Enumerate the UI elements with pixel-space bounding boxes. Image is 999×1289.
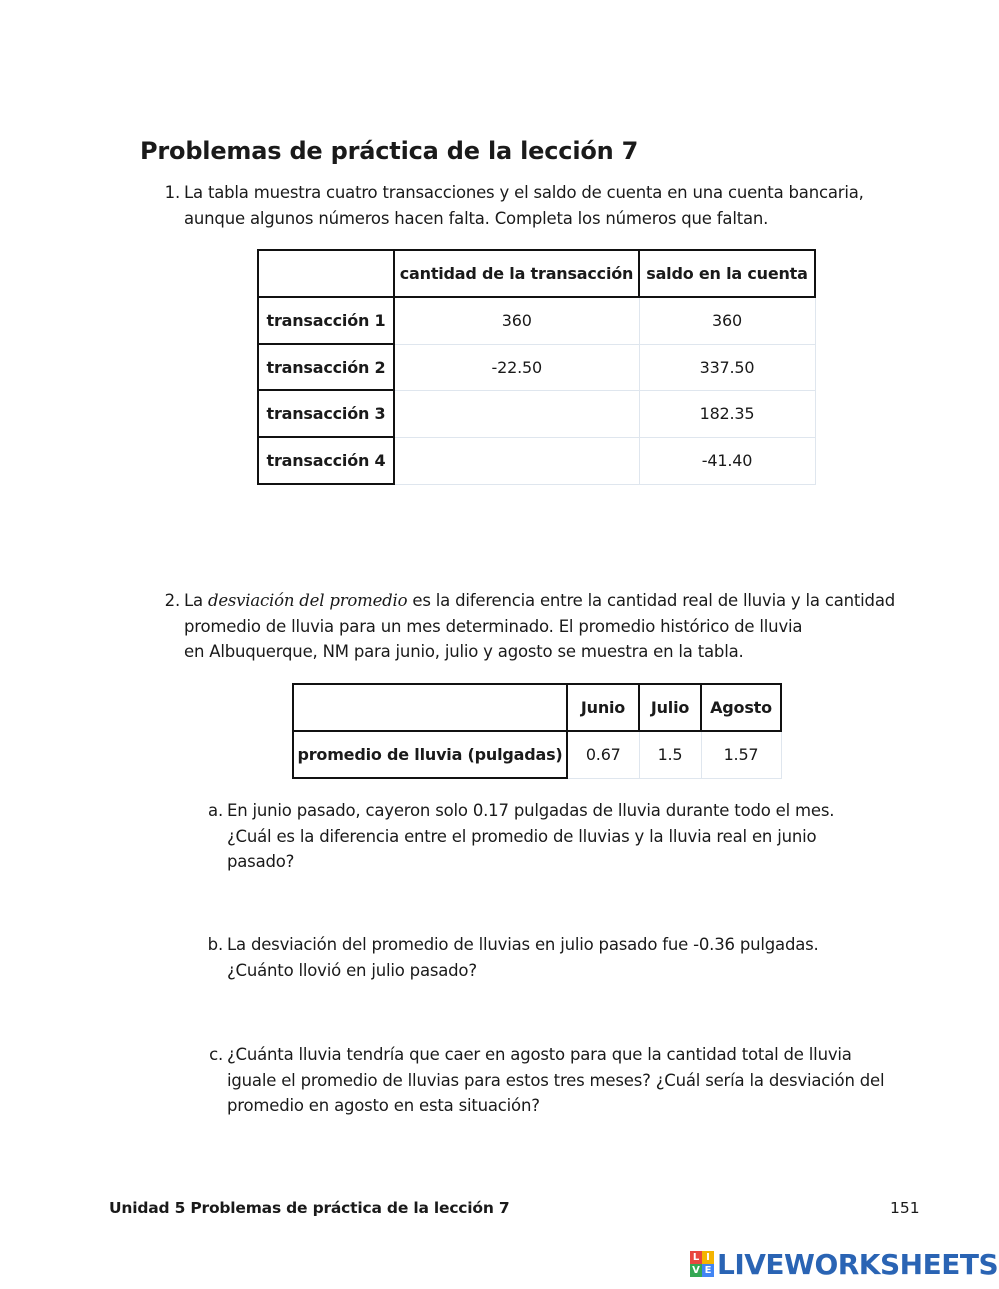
table-row [258, 344, 815, 390]
row-label: transacción 4 [258, 437, 394, 484]
part-letter: a. [208, 801, 223, 820]
logo-mark-letter: I [702, 1251, 714, 1264]
part-text-line: promedio en agosto en esta situación? [227, 1096, 540, 1115]
part-letter: c. [209, 1045, 223, 1064]
part-text-line: pasado? [227, 852, 295, 871]
problem-text: es la diferencia entre la cantidad real de lluvia y la cantidad [407, 591, 896, 610]
table-header-cell: Agosto [701, 684, 781, 731]
value-cell: 1.5 [639, 731, 701, 778]
problem-text-line: La tabla muestra cuatro transacciones y el saldo de cuenta en una cuenta bancaria, [184, 183, 864, 202]
balance-cell: 337.50 [639, 344, 815, 390]
problem-text-line: promedio de lluvia para un mes determinado. El promedio histórico de lluvia [184, 616, 803, 636]
problem-text: La [184, 591, 208, 610]
table-header-cell: Julio [639, 684, 701, 731]
row-label: promedio de lluvia (pulgadas) [293, 731, 567, 778]
problem-number: 1. [164, 183, 180, 202]
defined-term: desviación del promedio [207, 591, 408, 610]
page-number: 151 [890, 1199, 920, 1217]
logo-mark-letter: V [690, 1264, 702, 1277]
table-row [258, 390, 815, 437]
table-header-cell [293, 684, 567, 731]
part-text-line: ¿Cuánto llovió en julio pasado? [227, 960, 477, 980]
logo-mark-letter: L [690, 1251, 702, 1264]
table-row [293, 731, 781, 778]
table-header-cell: cantidad de la transacción [394, 250, 639, 297]
table-header-cell: saldo en la cuenta [639, 250, 815, 297]
amount-input-cell[interactable] [394, 437, 639, 484]
table-header-cell [258, 250, 394, 297]
table-header-cell: Junio [567, 684, 639, 731]
row-label: transacción 1 [258, 297, 394, 344]
row-label: transacción 2 [258, 344, 394, 390]
logo-mark-icon [690, 1251, 714, 1277]
amount-cell: -22.50 [394, 344, 639, 390]
page-title: Problemas de práctica de la lección 7 [140, 137, 639, 165]
rainfall-table [292, 683, 782, 779]
part-letter: b. [207, 935, 223, 954]
logo-mark-letter: E [702, 1264, 714, 1277]
part-text-line: La desviación del promedio de lluvias en julio pasado fue -0.36 pulgadas. [227, 935, 819, 954]
part-text-line: ¿Cuánta lluvia tendría que caer en agosto para que la cantidad total de lluvia [227, 1045, 852, 1064]
amount-input-cell[interactable] [394, 390, 639, 437]
transactions-table [257, 249, 816, 485]
balance-cell: 182.35 [639, 390, 815, 437]
value-cell: 0.67 [567, 731, 639, 778]
logo-text: LIVEWORKSHEETS [717, 1247, 999, 1281]
part-text-line: iguale el promedio de lluvias para estos tres meses? ¿Cuál sería la desviación del [227, 1070, 885, 1090]
row-label: transacción 3 [258, 390, 394, 437]
problem-text-line: en Albuquerque, NM para junio, julio y agosto se muestra en la tabla. [184, 642, 744, 661]
problem-number: 2. [164, 591, 180, 610]
part-text-line: ¿Cuál es la diferencia entre el promedio de lluvias y la lluvia real en junio [227, 826, 817, 846]
balance-cell: -41.40 [639, 437, 815, 484]
table-row [258, 297, 815, 344]
problem-text-line: aunque algunos números hacen falta. Completa los números que faltan. [184, 208, 769, 228]
table-row [258, 437, 815, 484]
value-cell: 1.57 [701, 731, 781, 778]
balance-cell: 360 [639, 297, 815, 344]
footer-unit-title: Unidad 5 Problemas de práctica de la lección 7 [109, 1199, 510, 1217]
amount-cell: 360 [394, 297, 639, 344]
part-text-line: En junio pasado, cayeron solo 0.17 pulgadas de lluvia durante todo el mes. [227, 801, 835, 820]
liveworksheets-logo[interactable] [690, 1246, 998, 1282]
